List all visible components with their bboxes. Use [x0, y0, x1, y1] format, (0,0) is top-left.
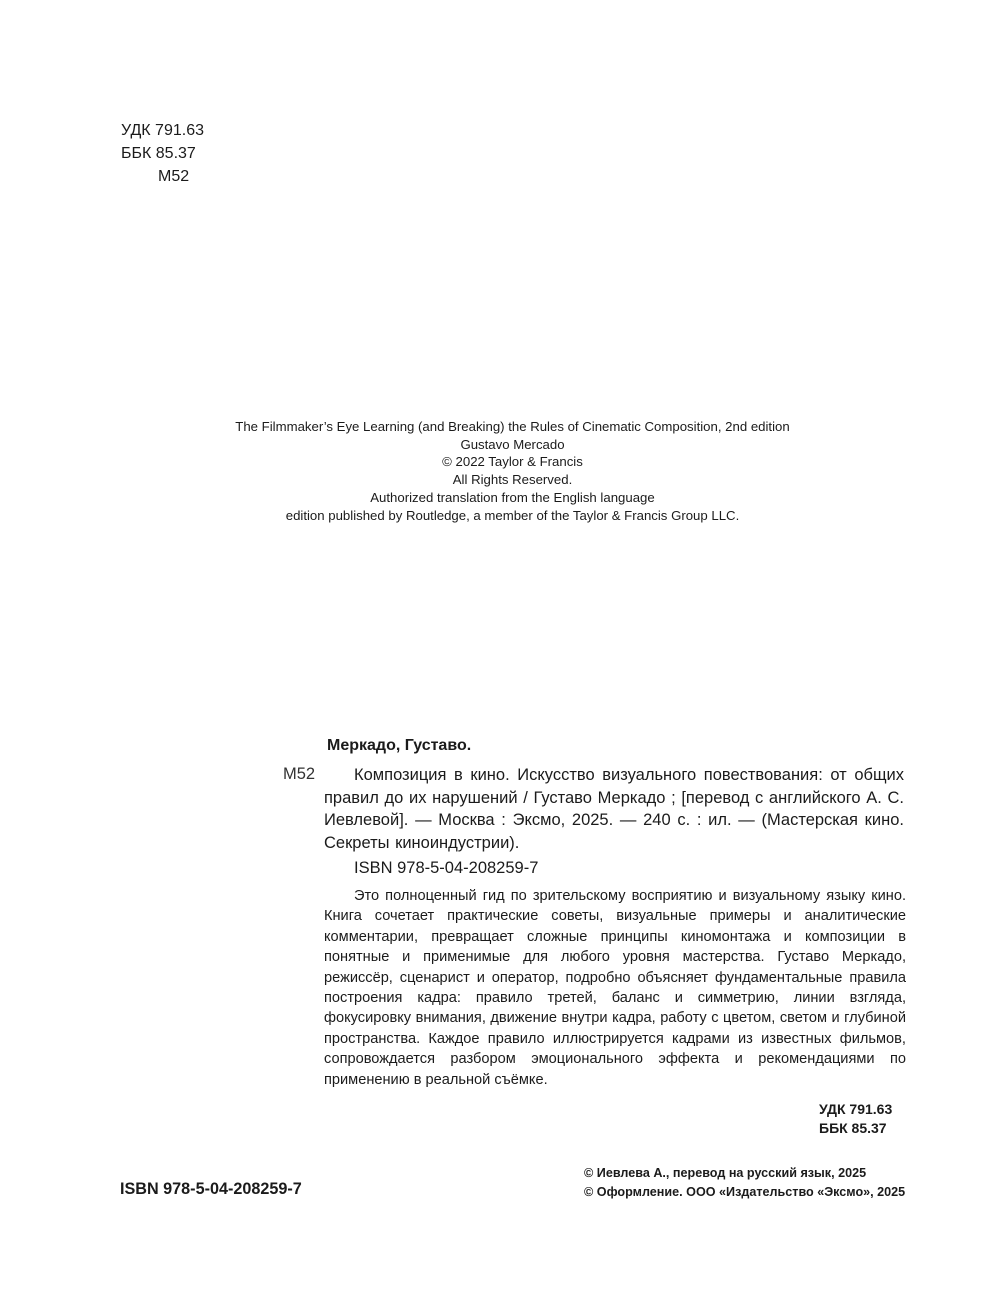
classification-bottom: [750, 1100, 904, 1137]
footer-copyrights: [584, 1164, 905, 1202]
bbk-code-bottom: ББК 85.37: [819, 1119, 887, 1136]
record-isbn: ISBN 978-5-04-208259-7: [354, 859, 539, 877]
design-copyright: © Оформление. ООО «Издательство «Эксмо», 2025: [584, 1185, 906, 1199]
book-annotation: Это полноценный гид по зрительскому восприятию и визуальному языку кино. Книга сочетает практические советы, визуальные примеры и аналитические комментарии, превращает сложные принципы киномонтажа и композиции в понятные и применимые для любого уровня мастерства. Густаво Меркадо, режиссёр, сценарист и оператор, подробно объясняет фундаментальные правила построения кадра: правило третей, баланс и симметрию, линии взгляда, фокусировку внимания, движение внутри кадра, работу с цветом, светом и глубиной пространства. Каждое правило иллюстрируется кадрами из известных фильмов, сопровождается разбором эмоционального эффекта и рекомендациями по применению в реальной съёмке.: [324, 888, 906, 1088]
footer-isbn: ISBN 978-5-04-208259-7: [120, 1180, 302, 1198]
classification-top: [121, 119, 204, 188]
record-author: Меркадо, Густаво.: [327, 737, 472, 754]
record-author-sign: М52: [283, 765, 316, 783]
udk-code-bottom: УДК 791.63: [819, 1101, 893, 1117]
copyright-notice: [0, 418, 1000, 524]
bbk-code: ББК 85.37: [121, 145, 196, 162]
udk-code: УДК 791.63: [121, 122, 204, 139]
publisher-note: edition published by Routledge, a member of the Taylor & Francis Group LLC.: [285, 507, 740, 523]
translation-authorization: Authorized translation from the English language: [370, 489, 655, 505]
author-sign: М52: [158, 168, 190, 185]
translation-copyright: © Иевлева А., перевод на русский язык, 2025: [584, 1166, 867, 1180]
record-description: Композиция в кино. Искусство визуального повествования: от общих правил до их нарушений / Густаво Меркадо ; [перевод с английского А. С. Иевлевой]. — Москва : Эксмо, 2025. — 240 с. : ил. — (Мастерская кино. Секреты киноиндустрии).: [324, 766, 904, 852]
original-author: Gustavo Mercado: [460, 436, 565, 452]
original-title: The Filmmaker’s Eye Learning (and Breaking) the Rules of Cinematic Composition, 2nd edition: [235, 419, 790, 434]
rights-reserved: All Rights Reserved.: [452, 472, 573, 488]
copyright-holder: © 2022 Taylor & Francis: [442, 454, 583, 470]
